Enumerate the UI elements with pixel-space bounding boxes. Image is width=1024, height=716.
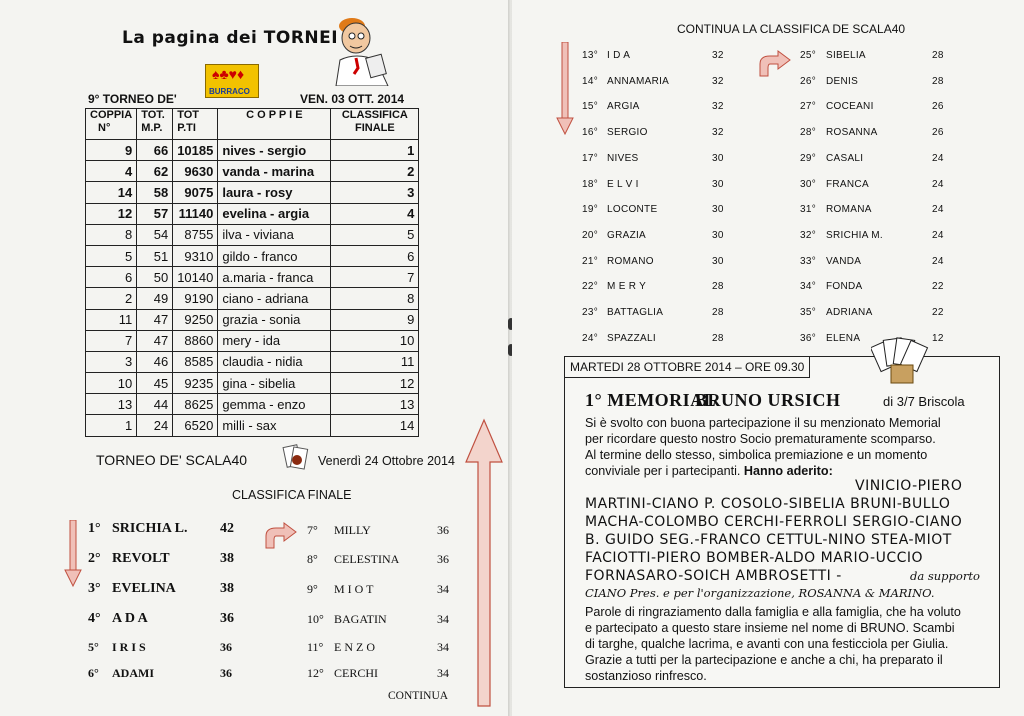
- ranking-col1-name: ANNAMARIA: [607, 75, 670, 87]
- ranking-col1-rank: 20°: [582, 229, 599, 241]
- ranking-col1-name: BATTAGLIA: [607, 307, 664, 318]
- participants-line-4: B. GUIDO SEG.-FRANCO CETTUL-NINO STEA-MIOT: [585, 532, 952, 548]
- cell-coppia: 10: [86, 373, 137, 394]
- scala-mid-score: 34: [437, 666, 449, 680]
- cell-coppie: a.maria - franca: [218, 267, 331, 288]
- cell-mp: 58: [137, 182, 173, 203]
- cell-pti: 9190: [173, 288, 218, 309]
- tournament-name: 9° TORNEO DE': [88, 92, 177, 106]
- cell-pti: 10185: [173, 140, 218, 161]
- scala-mid-name: CELESTINA: [334, 552, 400, 566]
- ranking-col1-name: LOCONTE: [607, 204, 658, 216]
- memorial-title-number: 1° MEMORIAL: [585, 390, 717, 410]
- scala40-date: Venerdì 24 Ottobre 2014: [318, 454, 455, 468]
- cell-coppia: 1: [86, 415, 137, 436]
- table-row: [86, 373, 419, 394]
- cell-mp: 66: [137, 140, 173, 161]
- table-row: [86, 288, 419, 309]
- scala-mid-rank: 11°: [307, 640, 324, 654]
- ranking-col1-rank: 14°: [582, 75, 599, 87]
- cell-finale: 3: [331, 182, 419, 203]
- cell-pti: 8860: [173, 330, 218, 351]
- cell-coppia: 14: [86, 182, 137, 203]
- memorial-date: MARTEDI 28 OTTOBRE 2014 – ORE 09.30: [565, 357, 810, 378]
- cell-coppie: grazia - sonia: [218, 309, 331, 330]
- left-page: [0, 0, 510, 716]
- cell-mp: 45: [137, 373, 173, 394]
- ranking-col1-rank: 24°: [582, 332, 599, 344]
- tournament-date: VEN. 03 OTT. 2014: [300, 92, 405, 106]
- participants-line-6: FORNASARO-SOICH AMBROSETTI -: [585, 568, 842, 584]
- up-arrow-icon: [464, 418, 504, 712]
- ranking-col2-rank: 36°: [800, 332, 817, 344]
- ranking-col2-rank: 32°: [800, 229, 817, 241]
- memorial-text-2: Parole di ringraziamento dalla famiglia e alla famiglia, che ha voluto e partecipato a questo stare insieme nel nome di BRUNO. Scambi di targhe, qualche lacrima, e avanti con una festicciola per Giulia. Grazie a tutti per la partecipazione e anche a chi, ha preparato il sostanzioso rinfresco.: [585, 605, 961, 683]
- ranking-col1-name: M E R Y: [607, 281, 647, 293]
- cell-coppie: ciano - adriana: [218, 288, 331, 309]
- ranking-col2-name: VANDA: [826, 255, 862, 267]
- ranking-col1-name: ROMANO: [607, 255, 654, 267]
- ranking-col2-name: ELENA: [826, 332, 861, 344]
- cell-coppie: gemma - enzo: [218, 394, 331, 415]
- cell-coppia: 8: [86, 224, 137, 245]
- ranking-col1-rank: 17°: [582, 152, 599, 164]
- cell-mp: 50: [137, 267, 173, 288]
- ranking-col2-name: FRANCA: [826, 178, 869, 190]
- ranking-col1-name: I D A: [607, 50, 631, 61]
- ranking-col2-rank: 35°: [800, 307, 817, 318]
- cell-pti: 9310: [173, 245, 218, 266]
- cell-coppia: 12: [86, 203, 137, 224]
- cell-coppia: 3: [86, 351, 137, 372]
- cell-coppie: nives - sergio: [218, 140, 331, 161]
- ranking-col1-score: 30: [712, 178, 724, 190]
- scala-top-name: I R I S: [112, 640, 146, 654]
- memorial-game: di 3/7 Briscola: [883, 394, 965, 409]
- ranking-col2-score: 24: [932, 204, 944, 216]
- scala40-heading: TORNEO DE' SCALA40: [96, 452, 248, 468]
- table-row: [86, 309, 419, 330]
- ranking-col1-rank: 23°: [582, 307, 599, 318]
- ranking-col1-name: E L V I: [607, 178, 639, 190]
- ranking-col1-score: 28: [712, 281, 724, 293]
- scala-top-name: SRICHIA L.: [112, 521, 188, 536]
- ranking-col2-name: ROSANNA: [826, 127, 878, 139]
- down-arrow-icon: [64, 520, 82, 588]
- ranking-col1-score: 30: [712, 152, 724, 164]
- table-row: [86, 245, 419, 266]
- ranking-col1-rank: 16°: [582, 127, 599, 139]
- cell-finale: 10: [331, 330, 419, 351]
- memorial-box: [564, 356, 1000, 688]
- cell-coppia: 13: [86, 394, 137, 415]
- cell-mp: 51: [137, 245, 173, 266]
- cell-mp: 49: [137, 288, 173, 309]
- ranking-col1-name: GRAZIA: [607, 229, 647, 241]
- scala-mid-name: E N Z O: [334, 640, 375, 654]
- cell-coppie: gildo - franco: [218, 245, 331, 266]
- ranking-col2-name: ADRIANA: [826, 307, 873, 318]
- classifica-finale-label: CLASSIFICA FINALE: [232, 488, 352, 502]
- support-credits: CIANO Pres. e per l'organizzazione, ROSANNA & MARINO.: [585, 586, 935, 600]
- table-row: [86, 203, 419, 224]
- ranking-col2-name: DENIS: [826, 75, 859, 87]
- cell-coppie: mery - ida: [218, 330, 331, 351]
- ranking-col1-score: 28: [712, 307, 724, 318]
- ranking-col1-score: 32: [712, 50, 724, 61]
- participants-line-1: VINICIO-PIERO: [855, 478, 963, 494]
- header-coppie: C O P P I E: [218, 109, 331, 140]
- cell-pti: 6520: [173, 415, 218, 436]
- ranking-col2-score: 26: [932, 127, 944, 139]
- playing-cards-icon: [282, 442, 310, 474]
- burraco-results-table: [85, 108, 419, 437]
- ranking-col2-rank: 29°: [800, 152, 817, 164]
- ranking-col2-name: SRICHIA M.: [826, 229, 883, 241]
- scala-mid-name: BAGATIN: [334, 612, 387, 626]
- scala-mid-name: CERCHI: [334, 666, 379, 680]
- scala-mid-rank: 12°: [307, 666, 324, 680]
- cell-mp: 47: [137, 309, 173, 330]
- card-suits-icon: ♠♣♥♦: [212, 66, 245, 82]
- cell-mp: 54: [137, 224, 173, 245]
- table-row: [86, 351, 419, 372]
- scala-top-rank: 6°: [88, 666, 99, 680]
- cell-coppie: gina - sibelia: [218, 373, 331, 394]
- cell-pti: 11140: [173, 203, 218, 224]
- scala-top-score: 36: [220, 611, 234, 626]
- ranking-col1-score: 32: [712, 101, 724, 113]
- table-row: [86, 140, 419, 161]
- ranking-col2-name: FONDA: [826, 281, 863, 293]
- ranking-col2-rank: 30°: [800, 178, 817, 190]
- scala-top-rank: 3°: [88, 581, 101, 596]
- scala-top-rank: 2°: [88, 551, 101, 566]
- ranking-col2-score: 28: [932, 75, 944, 87]
- ranking-col2-score: 28: [932, 50, 944, 61]
- participants-line-5: FACIOTTI-PIERO BOMBER-ALDO MARIO-UCCIO: [585, 550, 924, 566]
- burraco-logo: ♠♣♥♦ BURRACO: [205, 64, 259, 98]
- scala-top-score: 42: [220, 521, 234, 536]
- scala-mid-rank: 10°: [307, 612, 324, 626]
- ranking-col2-rank: 34°: [800, 281, 817, 293]
- scala-top-score: 38: [220, 581, 234, 596]
- cell-pti: 8625: [173, 394, 218, 415]
- ranking-col1-rank: 19°: [582, 204, 599, 216]
- cell-mp: 47: [137, 330, 173, 351]
- cell-finale: 14: [331, 415, 419, 436]
- table-row: [86, 161, 419, 182]
- cell-finale: 5: [331, 224, 419, 245]
- curved-arrow-icon: [262, 522, 298, 550]
- ranking-col2-rank: 26°: [800, 75, 817, 87]
- scala-top-name: ADAMI: [112, 666, 154, 680]
- header-mp: TOT. M.P.: [137, 109, 173, 140]
- ranking-col2-name: CASALI: [826, 152, 864, 164]
- ranking-col1-rank: 21°: [582, 255, 599, 267]
- ranking-col2-rank: 25°: [800, 50, 817, 61]
- cell-finale: 9: [331, 309, 419, 330]
- scala-top-rank: 5°: [88, 640, 99, 654]
- scala-top-name: A D A: [112, 611, 148, 626]
- participants-line-2: MARTINI-CIANO P. COSOLO-SIBELIA BRUNI-BULLO: [585, 496, 951, 512]
- cell-pti: 9630: [173, 161, 218, 182]
- table-row: [86, 330, 419, 351]
- card-player-cartoon-icon: [322, 8, 402, 86]
- scala-mid-rank: 9°: [307, 582, 318, 596]
- cell-coppia: 9: [86, 140, 137, 161]
- scala-top-score: 38: [220, 551, 234, 566]
- ranking-col2-rank: 27°: [800, 101, 817, 113]
- ranking-col1-rank: 22°: [582, 281, 599, 293]
- ranking-col2-score: 26: [932, 101, 944, 113]
- table-row: [86, 415, 419, 436]
- cell-finale: 2: [331, 161, 419, 182]
- memorial-title-name: BRUNO URSICH: [695, 390, 841, 410]
- header-pti: TOT P.TI: [173, 109, 218, 140]
- table-row: [86, 224, 419, 245]
- cell-coppie: vanda - marina: [218, 161, 331, 182]
- cell-coppie: evelina - argia: [218, 203, 331, 224]
- cell-pti: 8585: [173, 351, 218, 372]
- scala-mid-rank: 7°: [307, 523, 318, 537]
- cell-coppie: laura - rosy: [218, 182, 331, 203]
- continued-ranking-heading: CONTINUA LA CLASSIFICA DE SCALA40: [677, 22, 906, 36]
- aderito-label: Hanno aderito:: [743, 464, 833, 478]
- scala-top-rank: 4°: [88, 611, 101, 626]
- cell-finale: 1: [331, 140, 419, 161]
- scala-top-name: EVELINA: [112, 581, 176, 596]
- scala-top-name: REVOLT: [112, 551, 170, 566]
- cell-mp: 46: [137, 351, 173, 372]
- cell-mp: 57: [137, 203, 173, 224]
- cell-coppia: 4: [86, 161, 137, 182]
- support-label: da supporto: [910, 569, 980, 583]
- page-title: La pagina dei TORNEI: [122, 28, 339, 48]
- scala-mid-score: 36: [437, 552, 449, 566]
- scala-mid-score: 34: [437, 640, 449, 654]
- cell-pti: 8755: [173, 224, 218, 245]
- cell-pti: 10140: [173, 267, 218, 288]
- scala-mid-name: MILLY: [334, 523, 371, 537]
- scala-mid-name: M I O T: [334, 582, 374, 596]
- cell-pti: 9075: [173, 182, 218, 203]
- scala-mid-score: 34: [437, 582, 449, 596]
- down-arrow-icon: [556, 42, 574, 136]
- header-coppia: COPPIA N°: [86, 109, 137, 140]
- ranking-col1-score: 28: [712, 332, 724, 344]
- cell-finale: 6: [331, 245, 419, 266]
- ranking-col1-name: ARGIA: [607, 101, 640, 113]
- cell-mp: 24: [137, 415, 173, 436]
- ranking-col1-score: 32: [712, 127, 724, 139]
- cell-finale: 13: [331, 394, 419, 415]
- ranking-col2-score: 24: [932, 152, 944, 164]
- cell-finale: 11: [331, 351, 419, 372]
- cell-pti: 9235: [173, 373, 218, 394]
- ranking-col2-name: SIBELIA: [826, 50, 866, 61]
- cell-pti: 9250: [173, 309, 218, 330]
- ranking-col2-rank: 28°: [800, 127, 817, 139]
- ranking-col1-name: SERGIO: [607, 127, 648, 139]
- ranking-col1-rank: 15°: [582, 101, 599, 113]
- ranking-col1-rank: 13°: [582, 50, 599, 61]
- ranking-col2-score: 24: [932, 255, 944, 267]
- cell-coppia: 6: [86, 267, 137, 288]
- cell-mp: 62: [137, 161, 173, 182]
- ranking-col1-score: 30: [712, 255, 724, 267]
- scala-top-score: 36: [220, 666, 232, 680]
- participants-line-3: MACHA-COLOMBO CERCHI-FERROLI SERGIO-CIANO: [585, 514, 963, 530]
- ranking-col2-score: 22: [932, 307, 944, 318]
- cell-coppia: 7: [86, 330, 137, 351]
- ranking-col1-score: 30: [712, 204, 724, 216]
- continua-label: CONTINUA: [388, 690, 449, 702]
- cell-finale: 12: [331, 373, 419, 394]
- playing-cards-fan-icon: [871, 335, 929, 387]
- scala-top-score: 36: [220, 640, 232, 654]
- cell-coppia: 2: [86, 288, 137, 309]
- memorial-text-1: Si è svolto con buona partecipazione il su menzionato Memorial per ricordare questo nostro Socio prematuramente scomparso. Al termine dello stesso, simbolica premiazione e un momento conviviale per i partecipanti. Hanno aderito:: [585, 416, 941, 478]
- table-row: [86, 394, 419, 415]
- cell-finale: 8: [331, 288, 419, 309]
- scala-top-rank: 1°: [88, 521, 101, 536]
- table-header-row: [86, 109, 419, 140]
- ranking-col1-name: SPAZZALI: [607, 332, 656, 344]
- scala-mid-rank: 8°: [307, 552, 318, 566]
- cell-coppie: claudia - nidia: [218, 351, 331, 372]
- ranking-col1-score: 30: [712, 229, 724, 241]
- ranking-col2-name: COCEANI: [826, 101, 874, 113]
- cell-coppia: 5: [86, 245, 137, 266]
- ranking-col1-rank: 18°: [582, 178, 599, 190]
- table-row: [86, 267, 419, 288]
- curved-arrow-icon: [756, 50, 792, 78]
- cell-mp: 44: [137, 394, 173, 415]
- cell-finale: 4: [331, 203, 419, 224]
- cell-coppia: 11: [86, 309, 137, 330]
- ranking-col2-score: 22: [932, 281, 944, 293]
- table-row: [86, 182, 419, 203]
- scala-mid-score: 36: [437, 523, 449, 537]
- cell-coppie: milli - sax: [218, 415, 331, 436]
- ranking-col2-score: 24: [932, 229, 944, 241]
- ranking-col1-name: NIVES: [607, 152, 639, 164]
- ranking-col2-name: ROMANA: [826, 204, 872, 216]
- ranking-col1-score: 32: [712, 75, 724, 87]
- ranking-col2-rank: 31°: [800, 204, 817, 216]
- ranking-col2-score: 24: [932, 178, 944, 190]
- cell-finale: 7: [331, 267, 419, 288]
- cell-coppie: ilva - viviana: [218, 224, 331, 245]
- scala-mid-score: 34: [437, 612, 449, 626]
- ranking-col2-score: 12: [932, 332, 944, 344]
- header-finale: CLASSIFICA FINALE: [331, 109, 419, 140]
- ranking-col2-rank: 33°: [800, 255, 817, 267]
